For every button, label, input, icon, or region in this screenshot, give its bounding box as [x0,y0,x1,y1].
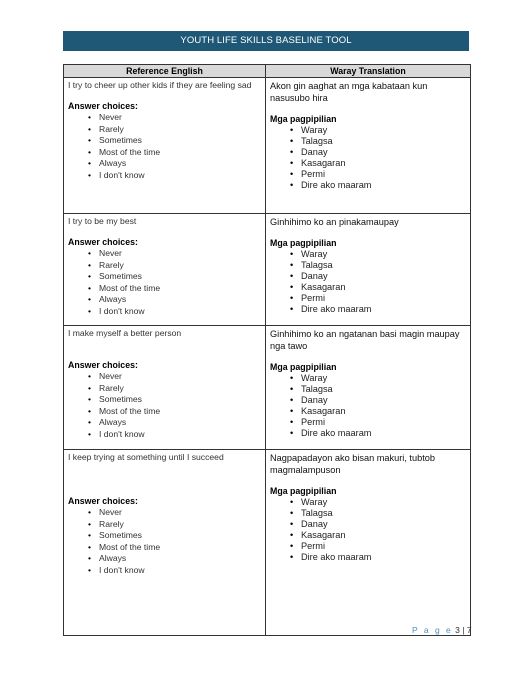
list-item: • I don't know [99,429,262,441]
waray-options-list [270,373,467,439]
list-item: • Talagsa [301,508,467,519]
list-item: • Most of the time [99,283,262,295]
list-item: • Most of the time [99,406,262,418]
list-item: • Talagsa [301,136,467,147]
list-item: • Sometimes [99,135,262,147]
list-item: • Permi [301,417,467,428]
table-row [64,78,471,214]
spacer [68,339,262,360]
list-item: • Dire ako maaram [301,304,467,315]
waray-answer-title: Mga pagpipilian [270,362,337,372]
english-question: I try to cheer up other kids if they are feeling sad [68,80,252,90]
column-header-english: Reference English [64,65,266,78]
spacer [68,463,262,496]
english-question: I make myself a better person [68,328,182,338]
english-options-list [68,112,262,181]
list-item: • Dire ako maaram [301,428,467,439]
list-item: • Waray [301,249,467,260]
page-footer [412,625,472,635]
english-cell [64,214,266,326]
list-item: • Sometimes [99,530,262,542]
list-item: • Dire ako maaram [301,552,467,563]
answer-choices-title: Answer choices: [68,360,138,370]
column-header-waray: Waray Translation [266,65,471,78]
waray-options-list [270,497,467,563]
list-item: • Danay [301,395,467,406]
list-item: • Rarely [99,260,262,272]
waray-answer-title: Mga pagpipilian [270,238,337,248]
list-item: • I don't know [99,306,262,318]
list-item: • Rarely [99,383,262,395]
list-item: • Danay [301,147,467,158]
answer-choices-title: Answer choices: [68,237,138,247]
english-question: I try to be my best [68,216,137,226]
waray-cell [266,450,471,636]
list-item: • Sometimes [99,271,262,283]
list-item: • Never [99,507,262,519]
list-item: • Kasagaran [301,282,467,293]
translation-table [63,64,471,636]
waray-cell [266,326,471,450]
waray-question: Ginhihimo ko an ngatanan basi magin maupay nga tawo [270,329,460,351]
page-number: 3 | 7 [455,625,472,635]
list-item: • I don't know [99,565,262,577]
list-item: • Kasagaran [301,406,467,417]
answer-choices-title: Answer choices: [68,496,138,506]
list-item: • Dire ako maaram [301,180,467,191]
list-item: • Danay [301,271,467,282]
document-title-banner [63,31,469,51]
english-options-list [68,507,262,576]
waray-options-list [270,125,467,191]
list-item: • Never [99,112,262,124]
list-item: • Kasagaran [301,530,467,541]
list-item: • Waray [301,373,467,384]
list-item: • Always [99,294,262,306]
table-row [64,450,471,636]
english-cell [64,78,266,214]
list-item: • Danay [301,519,467,530]
list-item: • Most of the time [99,542,262,554]
document-title: YOUTH LIFE SKILLS BASELINE TOOL [180,35,352,46]
list-item: • Talagsa [301,260,467,271]
list-item: • Never [99,371,262,383]
waray-cell [266,214,471,326]
waray-answer-title: Mga pagpipilian [270,486,337,496]
list-item: • Never [99,248,262,260]
list-item: • Permi [301,293,467,304]
english-cell [64,326,266,450]
list-item: • Always [99,158,262,170]
table-header-row [64,65,471,78]
waray-cell [266,78,471,214]
english-cell [64,450,266,636]
table-row [64,214,471,326]
list-item: • Rarely [99,124,262,136]
list-item: • Waray [301,125,467,136]
list-item: • Rarely [99,519,262,531]
waray-question: Akon gin aaghat an mga kabataan kun nasusubo hira [270,81,428,103]
waray-question: Nagpapadayon ako bisan makuri, tubtob magmalampuson [270,453,435,475]
list-item: • Always [99,417,262,429]
english-options-list [68,248,262,317]
waray-options-list [270,249,467,315]
page-label: P a g e [412,625,453,635]
list-item: • Permi [301,169,467,180]
list-item: • Sometimes [99,394,262,406]
waray-question: Ginhihimo ko an pinakamaupay [270,217,399,227]
list-item: • Talagsa [301,384,467,395]
waray-answer-title: Mga pagpipilian [270,114,337,124]
list-item: • I don't know [99,170,262,182]
list-item: • Permi [301,541,467,552]
table-row [64,326,471,450]
answer-choices-title: Answer choices: [68,101,138,111]
list-item: • Always [99,553,262,565]
list-item: • Waray [301,497,467,508]
english-options-list [68,371,262,440]
list-item: • Most of the time [99,147,262,159]
list-item: • Kasagaran [301,158,467,169]
english-question: I keep trying at something until I succeed [68,452,224,462]
